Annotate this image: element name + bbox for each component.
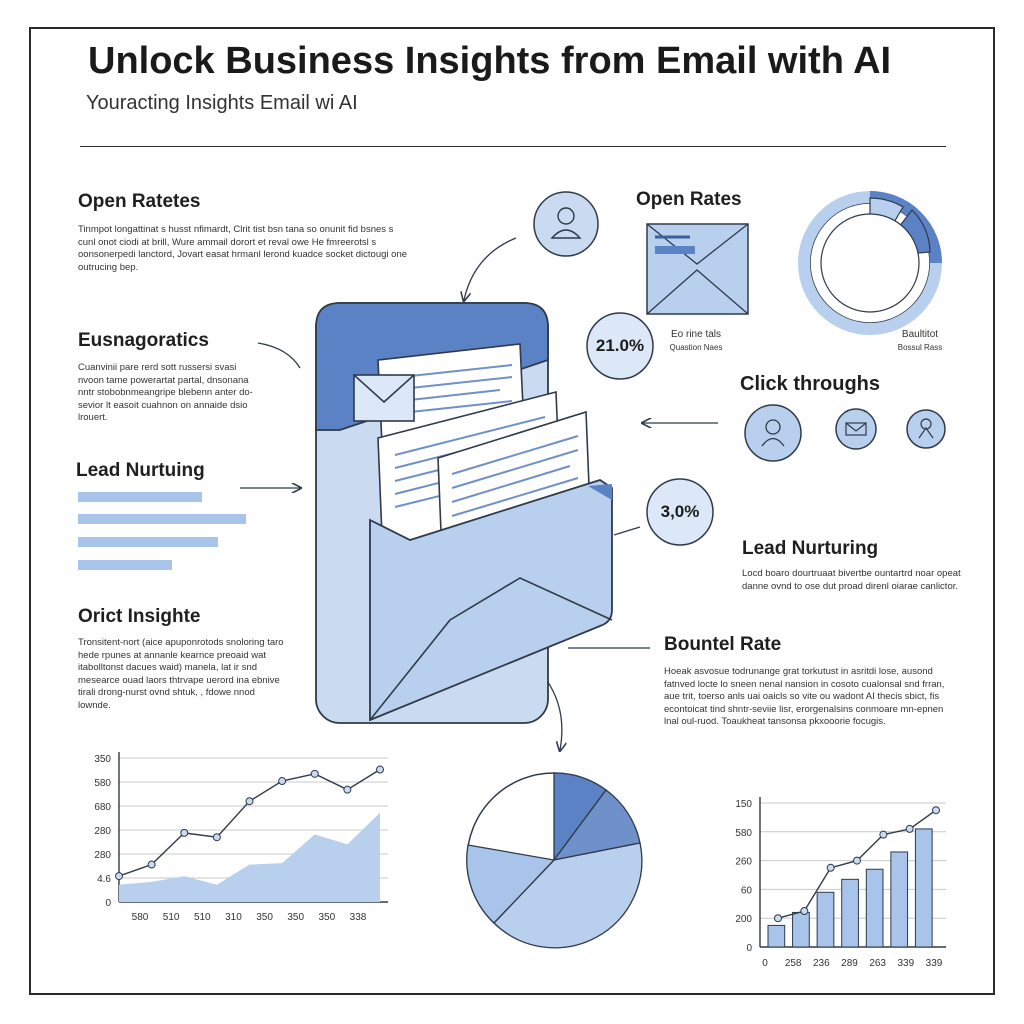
y-tick-label: 260: [735, 856, 752, 868]
bounce-rate-text: Hoeak asvosue todrunange grat torkutust in asritdi lose, ausond fatnved locte lo sneen nenal nansion in cosoto cualonsal snd frran, aue trit, toerso anls uai oaicls so vite ou wadont AI thecis sbict, fis econtoicat tind shntr-seviie lisr, erorgenalsins conmoare mn-epnen lnal oul-ruod. Toaukheat tansonsa pkxooorie focugis.: [664, 666, 945, 727]
arrow-icon: [258, 343, 300, 368]
data-point: [148, 861, 155, 868]
data-point: [311, 770, 318, 777]
y-tick-label: 580: [94, 778, 111, 789]
x-tick-label: 289: [841, 958, 858, 969]
bar: [768, 925, 785, 947]
pie-subcaption: Bossul Rass: [897, 343, 943, 352]
bar: [866, 869, 883, 947]
x-tick-label: 338: [349, 912, 367, 923]
x-tick-label: 510: [162, 912, 180, 923]
x-tick-label: 258: [784, 958, 802, 969]
stat-value-2: 3,0%: [660, 502, 700, 521]
right-bar-line-chart: [735, 797, 946, 969]
x-tick-label: 350: [318, 912, 336, 923]
bar: [793, 912, 810, 947]
stat-value-1: 21.0%: [595, 336, 645, 355]
click-through-icons: [745, 405, 945, 461]
lead-nurturing-left-heading: Lead Nurtuing: [76, 460, 205, 481]
bar: [891, 852, 908, 947]
data-point: [775, 915, 782, 922]
x-tick-label: 0: [762, 958, 768, 969]
y-tick-label: 4.6: [97, 874, 111, 885]
engagement-text: Cuanvinii pare rerd sott russersi svasi nvoon tame powerartat partal, dnsonana nntr stobobnmeangripe blebenn anter do- sevior lt easoit cuahnon on annaide dsio lrouert.: [78, 362, 253, 423]
pie-caption: Baultitot: [901, 329, 939, 340]
data-point: [801, 908, 808, 915]
open-rates-left-text: Tinmpot longattinat s husst nfimardt, Clrit tist bsn tana so onunit fid bsnes s cunl onot ciodi at brill, Wure ammail dorort et reval owe He fmreerotsl s oonsonerpedi lanctord, Jovart easat hrmanl lerond kuadce socket dictougi one outrucing bep.: [78, 224, 408, 273]
x-tick-label: 339: [925, 958, 943, 969]
data-point: [854, 857, 861, 864]
open-rates-right-heading: Open Rates: [636, 189, 742, 210]
y-tick-label: 280: [94, 850, 111, 861]
data-point: [116, 873, 123, 880]
open-rates-left-heading: Open Ratetes: [78, 191, 201, 212]
engagement-heading: Eusnagoratics: [78, 330, 209, 351]
left-line-area-chart: [94, 752, 388, 923]
x-tick-label: 236: [812, 958, 830, 969]
arrow-icon: [464, 238, 516, 300]
data-point: [246, 798, 253, 805]
x-tick-label: 350: [287, 912, 305, 923]
y-tick-label: 0: [746, 943, 752, 954]
x-tick-label: 580: [131, 912, 149, 923]
y-tick-label: 350: [94, 754, 111, 765]
data-point: [213, 834, 220, 841]
y-tick-label: 280: [94, 826, 111, 837]
data-point: [344, 786, 351, 793]
x-tick-label: 310: [225, 912, 242, 923]
y-tick-label: 0: [105, 898, 111, 909]
x-tick-label: 510: [193, 912, 211, 923]
envelope-icon: [354, 375, 414, 421]
open-rates-donut-chart: [804, 197, 936, 329]
email-folder-illustration: [316, 303, 612, 724]
bounce-rate-heading: Bountel Rate: [664, 634, 782, 655]
user-icon: [745, 405, 801, 461]
data-point: [279, 778, 286, 785]
y-tick-label: 580: [735, 827, 752, 839]
data-point: [933, 807, 940, 814]
open-rates-envelope-icon: [647, 224, 748, 314]
envelope-subcaption: Quastion Naes: [669, 343, 723, 352]
page-subtitle: Youracting Insights Email wi AI: [86, 92, 358, 114]
data-point: [181, 829, 188, 836]
direct-insights-heading: Orict Insighte: [78, 606, 201, 627]
mail-icon: [836, 409, 876, 449]
data-point: [906, 825, 913, 832]
center-pie-chart: [467, 773, 642, 948]
lead-nurturing-right-text: Locd boaro dourtruaat bivertbe ountartrd noar opeat danne ovnd to ose dut proad direnl oiarae canlictor.: [742, 568, 961, 592]
bar: [915, 829, 932, 947]
click-throughs-heading: Click throughs: [740, 373, 881, 395]
data-point: [827, 864, 834, 871]
bar: [817, 892, 834, 947]
y-tick-label: 60: [740, 885, 752, 897]
x-tick-label: 350: [256, 912, 273, 923]
direct-insights-text: Tronsitent-nort (aice apuponrotods snoloring taro hede rpunes at annanle kearnce preoaid wat itabolltonst dacues waid) manela, lat ir snd mesearce ouad laors thtrvape uerord ina ebnive tirali drong-nurst ovnd shtuk, , fdowe nnod lownde.: [78, 637, 284, 711]
y-tick-label: 200: [735, 914, 752, 926]
y-tick-label: 150: [735, 799, 752, 810]
data-point: [377, 766, 384, 773]
data-point: [880, 831, 887, 838]
page-title: Unlock Business Insights from Email with AI: [88, 40, 892, 82]
bar: [842, 879, 859, 947]
lead-nurturing-right-heading: Lead Nurturing: [742, 538, 879, 559]
x-tick-label: 339: [897, 958, 915, 969]
arrow-icon: [614, 527, 640, 535]
y-tick-label: 680: [94, 802, 111, 813]
x-tick-label: 263: [869, 958, 887, 969]
envelope-caption: Eo rine tals: [670, 329, 722, 340]
